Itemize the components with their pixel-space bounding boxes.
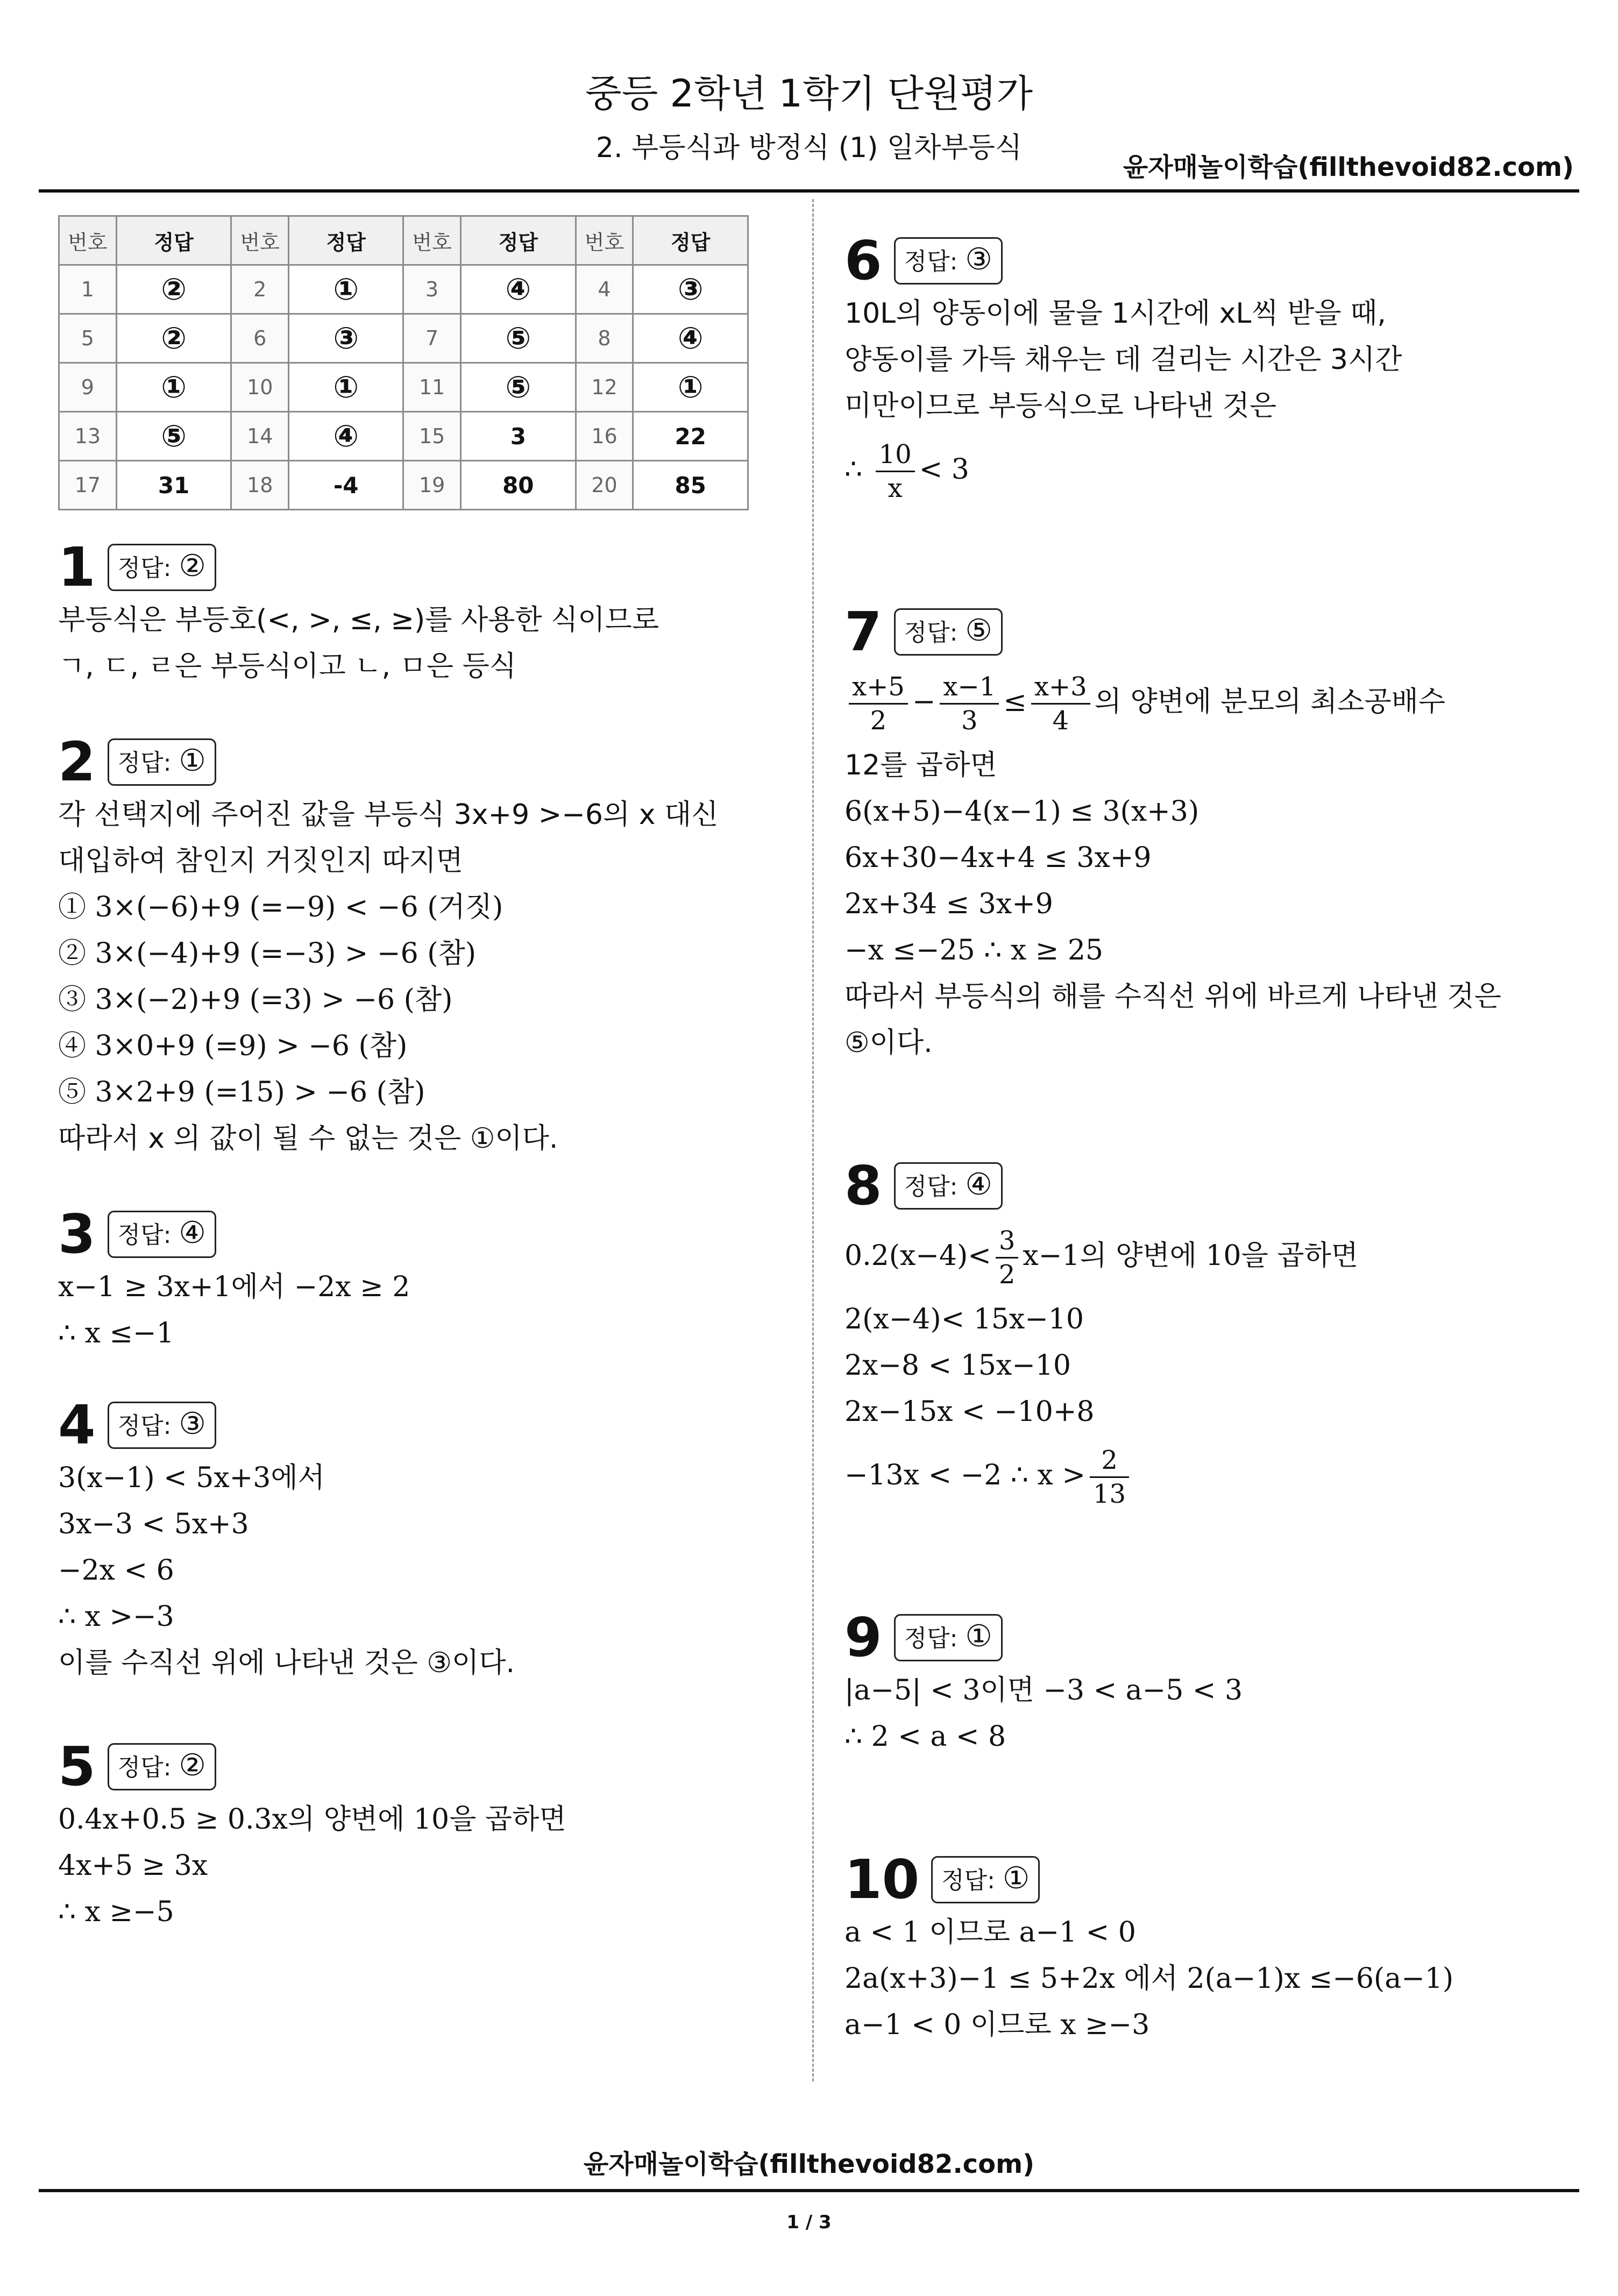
question-number: 9	[845, 1606, 882, 1669]
badge-label: 정답:	[117, 1754, 172, 1781]
operator: ≤	[1003, 686, 1027, 718]
solution-line: 양동이를 가득 채우는 데 걸리는 시간은 3시간	[845, 344, 1402, 376]
solution-2	[58, 730, 719, 1162]
badge-label: 정답:	[904, 1625, 958, 1652]
solution-line: ④ 3×0+9 (=9) > −6 (참)	[58, 1030, 408, 1062]
solution-line: 0.4x+0.5 ≥ 0.3x의 양변에 10을 곱하면	[58, 1803, 566, 1836]
solution-6	[845, 231, 1402, 510]
question-number-cell: 6	[231, 314, 289, 363]
solution-fraction-line	[845, 1215, 1358, 1296]
fraction	[876, 438, 915, 504]
solution-line: 미만이므로 부등식으로 나타낸 것은	[845, 390, 1277, 422]
question-number-cell: 5	[59, 314, 117, 363]
answer-row	[59, 265, 748, 314]
question-number-cell: 20	[576, 461, 633, 510]
fraction	[996, 1225, 1019, 1291]
answer-cell: ③	[289, 314, 403, 363]
badge-label: 정답:	[904, 619, 958, 646]
badge-label: 정답:	[941, 1867, 996, 1894]
fraction	[940, 671, 999, 737]
badge-label: 정답:	[904, 1173, 958, 1200]
answer-cell: ②	[116, 314, 231, 363]
solution-line: ① 3×(−6)+9 (=−9) < −6 (거짓)	[58, 891, 503, 923]
solution-line: 이를 수직선 위에 나타낸 것은 ③이다.	[58, 1647, 515, 1679]
answer-badge	[931, 1856, 1040, 1903]
solution-text: −13x < −2 ∴ x >	[845, 1459, 1085, 1491]
badge-answer: ⑤	[965, 613, 992, 648]
badge-answer: ①	[1003, 1861, 1030, 1896]
col-header-ans: 정답	[116, 216, 231, 265]
solution-fraction-line	[845, 662, 1501, 742]
answer-cell: ①	[116, 363, 231, 412]
badge-label: 정답:	[904, 248, 958, 275]
solution-text: 의 양변에 분모의 최소공배수	[1094, 686, 1446, 718]
question-number-cell: 11	[403, 363, 461, 412]
answer-cell: 85	[633, 461, 748, 510]
question-number: 3	[58, 1203, 96, 1266]
question-number-cell: 17	[59, 461, 117, 510]
solution-text: 0.2(x−4)<	[845, 1240, 991, 1272]
question-number-cell: 18	[231, 461, 289, 510]
solution-line: x−1 ≥ 3x+1에서 −2x ≥ 2	[58, 1271, 410, 1303]
badge-answer: ④	[179, 1215, 206, 1250]
solution-10	[845, 1850, 1453, 2048]
brand-footer: 윤자매놀이학습(fillthevoid82.com)	[583, 2149, 1035, 2179]
question-number-cell: 4	[576, 265, 633, 314]
answer-badge	[894, 237, 1003, 285]
col-header-num: 번호	[576, 216, 633, 265]
solution-line: ㄱ, ㄷ, ㄹ은 부등식이고 ㄴ, ㅁ은 등식	[58, 650, 517, 683]
footer-rule	[39, 2189, 1579, 2192]
solution-line: ③ 3×(−2)+9 (=3) > −6 (참)	[58, 984, 453, 1016]
solution-line: ⑤이다.	[845, 1027, 933, 1059]
badge-answer: ③	[179, 1406, 206, 1441]
badge-label: 정답:	[117, 749, 172, 777]
question-number-cell: 2	[231, 265, 289, 314]
solution-line: 12를 곱하면	[845, 749, 997, 781]
question-number-cell: 7	[403, 314, 461, 363]
question-number: 2	[58, 730, 96, 793]
therefore-symbol: ∴	[845, 453, 863, 486]
question-number-cell: 19	[403, 461, 461, 510]
solution-line: 4x+5 ≥ 3x	[58, 1850, 208, 1882]
badge-answer: ②	[179, 1748, 206, 1783]
question-number-cell: 9	[59, 363, 117, 412]
page-title: 중등 2학년 1학기 단원평가	[585, 72, 1033, 116]
question-number-cell: 8	[576, 314, 633, 363]
answer-badge	[894, 1614, 1003, 1661]
fraction	[1031, 671, 1090, 737]
fraction-numerator: 3	[996, 1225, 1019, 1259]
fraction-denominator: x	[888, 473, 903, 503]
solution-3	[58, 1205, 410, 1356]
question-number: 5	[58, 1735, 96, 1798]
answer-cell: 80	[461, 461, 576, 510]
col-header-ans: 정답	[633, 216, 748, 265]
question-number-cell: 10	[231, 363, 289, 412]
solution-line: |a−5| < 3이면 −3 < a−5 < 3	[845, 1674, 1243, 1707]
answer-row	[59, 412, 748, 461]
question-number-cell: 12	[576, 363, 633, 412]
solution-9	[845, 1608, 1243, 1760]
answer-badge	[894, 1162, 1003, 1210]
question-number-cell: 14	[231, 412, 289, 461]
badge-answer: ①	[179, 743, 206, 778]
answer-cell: ⑤	[116, 412, 231, 461]
col-header-num: 번호	[59, 216, 117, 265]
question-number-cell: 3	[403, 265, 461, 314]
question-number-cell: 1	[59, 265, 117, 314]
solution-line: a−1 < 0 이므로 x ≥−3	[845, 2009, 1150, 2041]
badge-label: 정답:	[117, 1412, 172, 1440]
solution-line: −x ≤−25 ∴ x ≥ 25	[845, 934, 1103, 966]
question-number: 6	[845, 229, 882, 292]
col-header-ans: 정답	[289, 216, 403, 265]
answer-badge	[108, 738, 216, 786]
fraction	[1090, 1444, 1129, 1510]
solution-7	[845, 602, 1501, 1066]
answer-cell: ①	[633, 363, 748, 412]
badge-answer: ②	[179, 549, 206, 584]
solution-line: 3(x−1) < 5x+3에서	[58, 1462, 325, 1494]
fraction-denominator: 2	[870, 706, 887, 736]
answer-cell: ①	[289, 265, 403, 314]
question-number: 1	[58, 536, 96, 599]
col-header-ans: 정답	[461, 216, 576, 265]
question-number-cell: 15	[403, 412, 461, 461]
answer-cell: 31	[116, 461, 231, 510]
fraction-numerator: 10	[876, 438, 915, 472]
fraction-numerator: x+3	[1031, 671, 1090, 705]
fraction	[849, 671, 908, 737]
fraction-denominator: 4	[1052, 706, 1069, 736]
inequality-tail: < 3	[919, 453, 969, 486]
solution-line: a < 1 이므로 a−1 < 0	[845, 1916, 1136, 1949]
brand-header: 윤자매놀이학습(fillthevoid82.com)	[1123, 152, 1574, 182]
solution-8	[845, 1156, 1358, 1516]
answer-row	[59, 461, 748, 510]
answer-cell: ④	[289, 412, 403, 461]
question-number: 10	[845, 1848, 920, 1911]
badge-answer: ④	[965, 1167, 992, 1202]
solution-line: 6(x+5)−4(x−1) ≤ 3(x+3)	[845, 795, 1200, 828]
solution-line: 3x−3 < 5x+3	[58, 1508, 249, 1540]
solution-line: ⑤ 3×2+9 (=15) > −6 (참)	[58, 1076, 425, 1108]
col-header-num: 번호	[231, 216, 289, 265]
fraction-denominator: 13	[1092, 1479, 1126, 1509]
solution-line: 대입하여 참인지 거짓인지 따지면	[58, 845, 463, 877]
badge-answer: ③	[965, 242, 992, 277]
answer-cell: 22	[633, 412, 748, 461]
answer-table	[58, 215, 749, 510]
answer-cell: ⑤	[461, 363, 576, 412]
fraction-denominator: 3	[961, 706, 978, 736]
solution-line: ∴ 2 < a < 8	[845, 1721, 1006, 1753]
fraction-numerator: 2	[1090, 1444, 1129, 1478]
answer-row	[59, 363, 748, 412]
column-divider	[812, 199, 814, 2081]
badge-answer: ①	[965, 1619, 992, 1654]
solution-line: ∴ x >−3	[58, 1601, 174, 1633]
question-number: 7	[845, 600, 882, 663]
answer-cell: ②	[116, 265, 231, 314]
solution-line: 따라서 x 의 값이 될 수 없는 것은 ①이다.	[58, 1122, 558, 1155]
solution-5	[58, 1737, 566, 1935]
question-number: 4	[58, 1394, 96, 1456]
question-number-cell: 16	[576, 412, 633, 461]
solution-line: ∴ x ≥−5	[58, 1896, 174, 1928]
solution-line: 2(x−4)< 15x−10	[845, 1303, 1084, 1335]
answer-badge	[108, 1743, 216, 1790]
solution-line: −2x < 6	[58, 1554, 174, 1587]
solution-line: 6x+30−4x+4 ≤ 3x+9	[845, 842, 1152, 874]
answer-cell: ③	[633, 265, 748, 314]
solution-line: 2x+34 ≤ 3x+9	[845, 888, 1053, 920]
answer-cell: ⑤	[461, 314, 576, 363]
solution-line: 2x−15x < −10+8	[845, 1396, 1095, 1428]
answer-table-header	[59, 216, 748, 265]
solution-line: 부등식은 부등호(<, >, ≤, ≥)를 사용한 식이므로	[58, 604, 659, 636]
solution-result	[845, 429, 1402, 510]
solution-1	[58, 538, 659, 689]
solution-line: 따라서 부등식의 해를 수직선 위에 바르게 나타낸 것은	[845, 980, 1501, 1013]
header-rule	[39, 189, 1579, 193]
answer-badge	[108, 1402, 216, 1449]
answer-cell: ④	[461, 265, 576, 314]
solution-line: 10L의 양동이에 물을 1시간에 xL씩 받을 때,	[845, 297, 1386, 330]
fraction-numerator: x−1	[940, 671, 999, 705]
answer-cell: -4	[289, 461, 403, 510]
solution-line: ∴ x ≤−1	[58, 1317, 174, 1349]
answer-cell: 3	[461, 412, 576, 461]
solution-line: 각 선택지에 주어진 값을 부등식 3x+9 >−6의 x 대신	[58, 799, 719, 831]
solution-line: ② 3×(−4)+9 (=−3) > −6 (참)	[58, 937, 477, 970]
solution-line: 2a(x+3)−1 ≤ 5+2x 에서 2(a−1)x ≤−6(a−1)	[845, 1963, 1454, 1995]
page-number: 1 / 3	[786, 2212, 832, 2233]
col-header-num: 번호	[403, 216, 461, 265]
badge-label: 정답:	[117, 1221, 172, 1249]
page-subtitle: 2. 부등식과 방정식 (1) 일차부등식	[595, 132, 1023, 164]
badge-label: 정답:	[117, 555, 172, 582]
question-number: 8	[845, 1154, 882, 1217]
answer-cell: ①	[289, 363, 403, 412]
fraction-numerator: x+5	[849, 671, 908, 705]
solution-result	[845, 1435, 1358, 1516]
solution-line: 2x−8 < 15x−10	[845, 1349, 1071, 1382]
answer-badge	[108, 544, 216, 591]
solution-text: x−1의 양변에 10을 곱하면	[1023, 1240, 1358, 1272]
fraction-denominator: 2	[998, 1260, 1016, 1290]
answer-badge	[108, 1211, 216, 1258]
answer-cell: ④	[633, 314, 748, 363]
operator: −	[912, 686, 936, 718]
answer-row	[59, 314, 748, 363]
solution-4	[58, 1396, 515, 1686]
question-number-cell: 13	[59, 412, 117, 461]
answer-badge	[894, 608, 1003, 656]
